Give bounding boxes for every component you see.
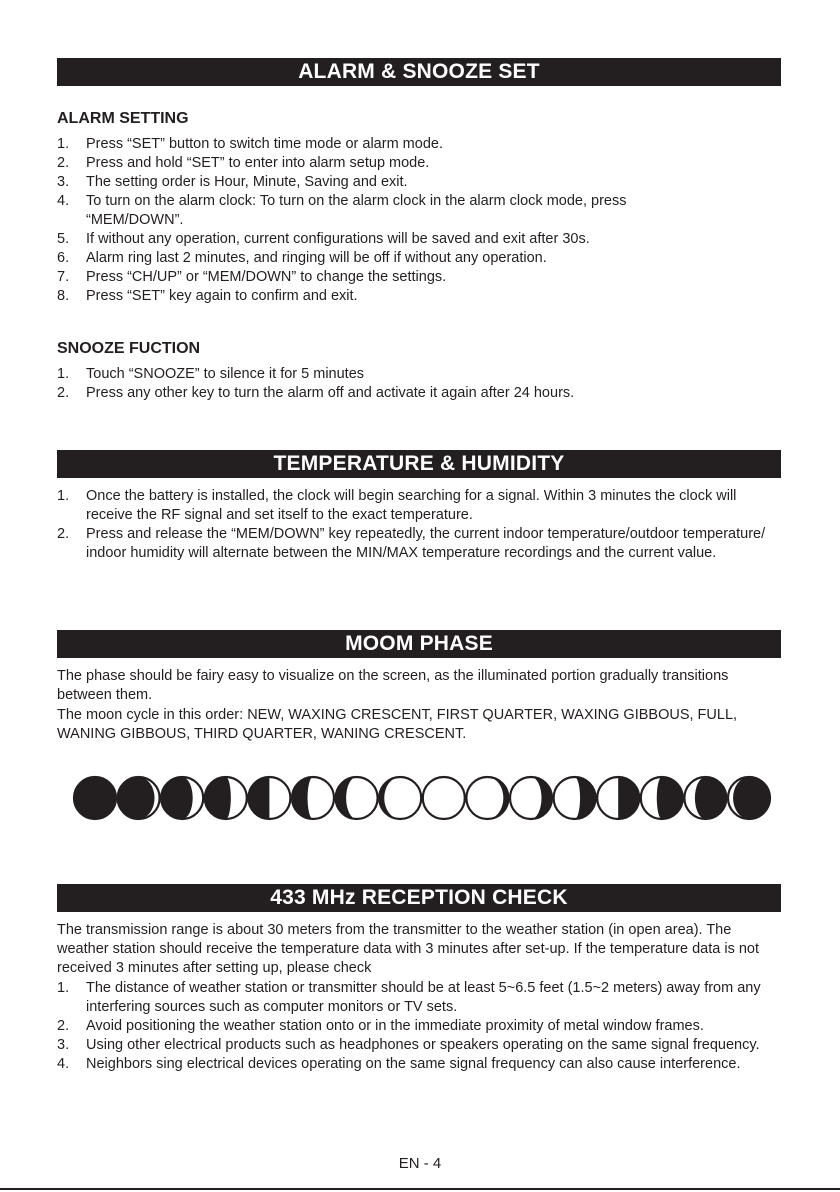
page-number: EN - 4 xyxy=(398,1155,442,1172)
list-item xyxy=(57,192,782,230)
list-number: 6. xyxy=(57,250,70,266)
alarm-setting-heading: ALARM SETTING xyxy=(57,110,189,127)
moon-phase-row xyxy=(72,774,772,822)
moon-phase-icon xyxy=(510,777,552,819)
moon-shadow xyxy=(531,777,552,819)
list-item xyxy=(57,249,782,268)
moon-shadow xyxy=(379,777,400,819)
list-number: 3. xyxy=(57,174,70,190)
list-number: 1. xyxy=(57,980,70,996)
list-text: Avoid positioning the weather station onto or in the immediate proximity of metal window frames. xyxy=(86,1018,704,1034)
moon-phase-icon xyxy=(161,777,203,819)
list-item xyxy=(57,135,782,154)
section-header-moon-phase: MOOM PHASE xyxy=(57,630,781,658)
moon-phase-icon xyxy=(554,777,596,819)
list-item xyxy=(57,1055,782,1074)
moon-phase-icon xyxy=(466,777,508,819)
moon-phase-icon xyxy=(728,777,770,819)
moon-phase-icon xyxy=(423,777,465,819)
list-item xyxy=(57,365,782,384)
list-item xyxy=(57,979,782,1017)
list-number: 2. xyxy=(57,385,70,401)
list-text: Press and hold “SET” to enter into alarm setup mode. xyxy=(86,155,430,171)
list-item xyxy=(57,173,782,192)
moon-paragraph-2: The moon cycle in this order: NEW, WAXING CRESCENT, FIRST QUARTER, WAXING GIBBOUS, FULL, WANING GIBBOUS, THIRD QUARTER, WANING CRESCENT. xyxy=(57,707,738,742)
moon-outline xyxy=(379,777,421,819)
alarm-setting-list xyxy=(57,135,782,306)
list-text: Press “SET” key again to confirm and exit. xyxy=(86,288,358,304)
moon-phase-icon xyxy=(118,777,160,819)
list-text: If without any operation, current configurations will be saved and exit after 30s. xyxy=(86,231,590,247)
moon-shadow xyxy=(248,777,269,819)
moon-shadow xyxy=(575,777,596,819)
list-text: To turn on the alarm clock: To turn on the alarm clock in the alarm clock mode, press “MEM/DOWN”. xyxy=(86,193,627,228)
moon-phase-icon xyxy=(205,777,247,819)
moon-phase-icon xyxy=(641,777,683,819)
bottom-rule xyxy=(0,1188,840,1190)
moon-shadow xyxy=(487,777,508,819)
reception-intro: The transmission range is about 30 meters from the transmitter to the weather station (in open area). The weather station should receive the temperature data with 3 minutes after set-up. If the temperature data is not received 3 minutes after setting up, please check xyxy=(57,922,760,976)
section-header-alarm: ALARM & SNOOZE SET xyxy=(57,58,781,86)
list-number: 4. xyxy=(57,193,70,209)
list-number: 7. xyxy=(57,269,70,285)
list-number: 4. xyxy=(57,1056,70,1072)
snooze-list xyxy=(57,365,782,403)
list-text: Alarm ring last 2 minutes, and ringing will be off if without any operation. xyxy=(86,250,547,266)
list-item xyxy=(57,287,782,306)
list-text: Press and release the “MEM/DOWN” key repeatedly, the current indoor temperature/outdoor temperature/ indoor humidity will alternate between the MIN/MAX temperature recordings and the current value. xyxy=(86,526,766,561)
list-text: The distance of weather station or transmitter should be at least 5~6.5 feet (1.5~2 meters) away from any interfering sources such as computer monitors or TV sets. xyxy=(86,980,761,1015)
list-number: 5. xyxy=(57,231,70,247)
moon-phase-icon xyxy=(597,777,639,819)
moon-shadow xyxy=(618,777,639,819)
moon-phase-icon xyxy=(292,777,334,819)
moon-phase-icon xyxy=(684,777,726,819)
temperature-list xyxy=(57,487,782,563)
reception-list xyxy=(57,979,782,1074)
list-number: 1. xyxy=(57,136,70,152)
list-number: 2. xyxy=(57,1018,70,1034)
list-item xyxy=(57,487,782,525)
list-item xyxy=(57,154,782,173)
moon-outline xyxy=(466,777,508,819)
list-text: Neighbors sing electrical devices operating on the same signal frequency can also cause interference. xyxy=(86,1056,741,1072)
list-number: 3. xyxy=(57,1037,70,1053)
list-number: 2. xyxy=(57,526,70,542)
list-text: Touch “SNOOZE” to silence it for 5 minutes xyxy=(86,366,365,382)
moon-shadow xyxy=(657,777,683,819)
moon-phase-icon xyxy=(336,777,378,819)
section-header-temperature: TEMPERATURE & HUMIDITY xyxy=(57,450,781,478)
moon-paragraph-1: The phase should be fairy easy to visualize on the screen, as the illuminated portion gradually transitions between them. xyxy=(57,668,729,703)
moon-shadow xyxy=(292,777,313,819)
list-number: 1. xyxy=(57,366,70,382)
moon-phase-icon xyxy=(74,777,116,819)
moon-phase-icon xyxy=(379,777,421,819)
list-text: Press “CH/UP” or “MEM/DOWN” to change the settings. xyxy=(86,269,447,285)
list-text: The setting order is Hour, Minute, Saving and exit. xyxy=(86,174,408,190)
list-text: Once the battery is installed, the clock will begin searching for a signal. Within 3 minutes the clock will receive the RF signal and set itself to the exact temperature. xyxy=(86,488,737,523)
moon-shadow xyxy=(336,777,357,819)
moon-shadow xyxy=(205,777,231,819)
moon-phase-icon xyxy=(248,777,290,819)
list-text: Using other electrical products such as headphones or speakers operating on the same signal frequency. xyxy=(86,1037,760,1053)
list-number: 8. xyxy=(57,288,70,304)
list-number: 1. xyxy=(57,488,70,504)
list-number: 2. xyxy=(57,155,70,171)
list-text: Press “SET” button to switch time mode or alarm mode. xyxy=(86,136,443,152)
list-item xyxy=(57,384,782,403)
moon-outline xyxy=(423,777,465,819)
list-item xyxy=(57,230,782,249)
list-item xyxy=(57,525,782,563)
list-item xyxy=(57,1036,782,1055)
snooze-heading: SNOOZE FUCTION xyxy=(57,340,201,357)
list-item xyxy=(57,1017,782,1036)
list-item xyxy=(57,268,782,287)
list-text: Press any other key to turn the alarm off and activate it again after 24 hours. xyxy=(86,385,575,401)
section-header-reception: 433 MHz RECEPTION CHECK xyxy=(57,884,781,912)
